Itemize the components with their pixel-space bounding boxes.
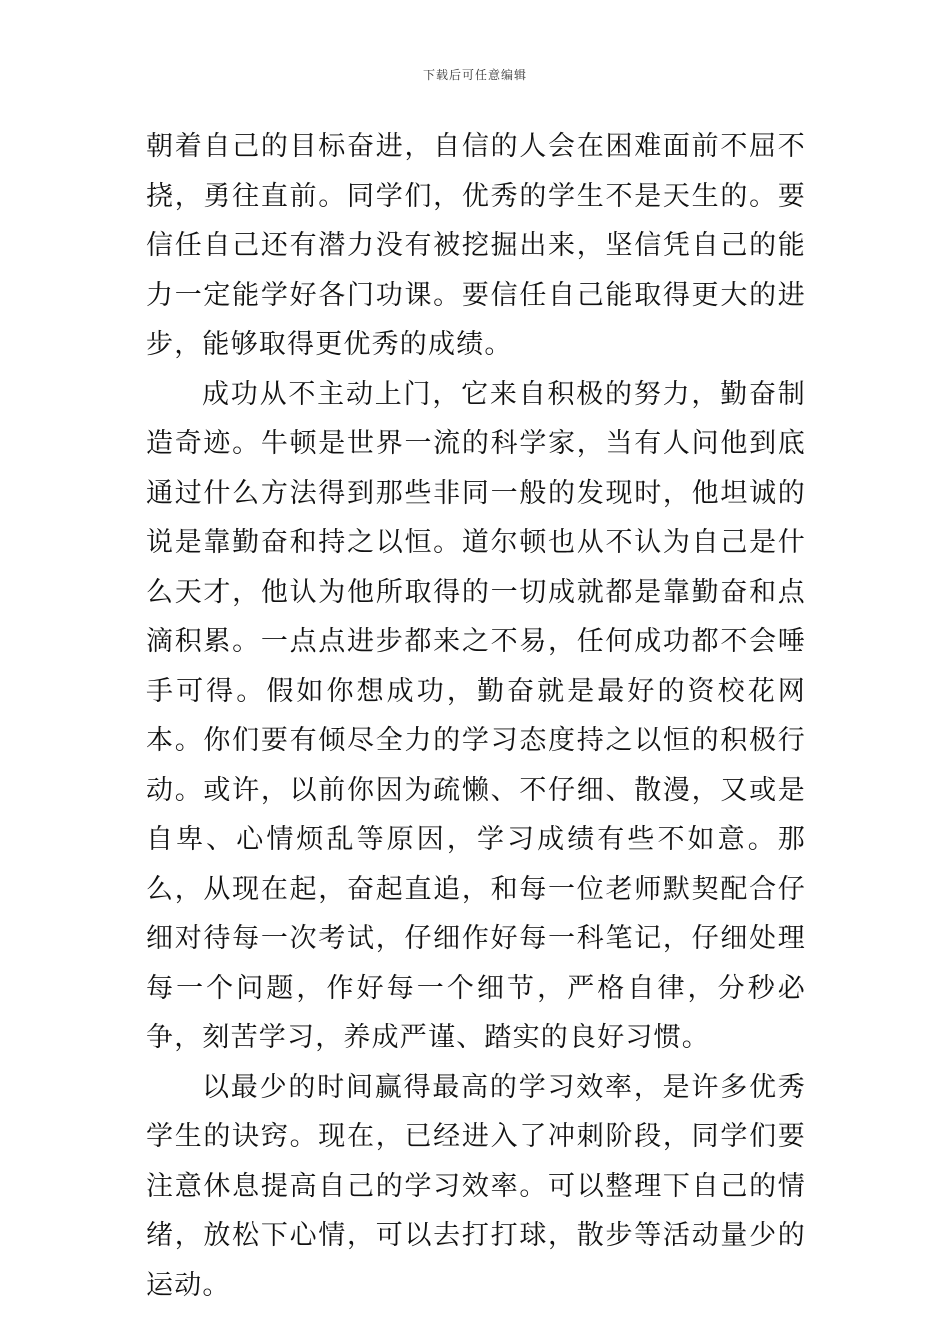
- paragraph-1: 朝着自己的目标奋进，自信的人会在困难面前不屈不挠，勇往直前。同学们，优秀的学生不是天生的。要信任自己还有潜力没有被挖掘出来，坚信凭自己的能力一定能学好各门功课。要信任自己能取得更大的进步，能够取得更优秀的成绩。: [146, 131, 806, 360]
- paragraph-2: 成功从不主动上门，它来自积极的努力，勤奋制造奇迹。牛顿是世界一流的科学家，当有人问他到底通过什么方法得到那些非同一般的发现时，他坦诚的说是靠勤奋和持之以恒。道尔顿也从不认为自己是什么天才，他认为他所取得的一切成就都是靠勤奋和点滴积累。一点点进步都来之不易，任何成功都不会唾手可得。假如你想成功，勤奋就是最好的资校花网本。你们要有倾尽全力的学习态度持之以恒的积极行动。或许，以前你因为疏懒、不仔细、散漫，又或是自卑、心情烦乱等原因，学习成绩有些不如意。那么，从现在起，奋起直追，和每一位老师默契配合仔细对待每一次考试，仔细作好每一科笔记，仔细处理每一个问题，作好每一个细节，严格自律，分秒必争，刻苦学习，养成严谨、踏实的良好习惯。: [146, 378, 806, 1053]
- paragraph-3: 以最少的时间赢得最高的学习效率，是许多优秀学生的诀窍。现在，已经进入了冲刺阶段，同学们要注意休息提高自己的学习效率。可以整理下自己的情绪，放松下心情，可以去打打球，散步等活动量少的运动。: [146, 1071, 806, 1301]
- page-header: 下载后可任意编辑: [422, 68, 527, 82]
- document-body: [146, 122, 806, 1310]
